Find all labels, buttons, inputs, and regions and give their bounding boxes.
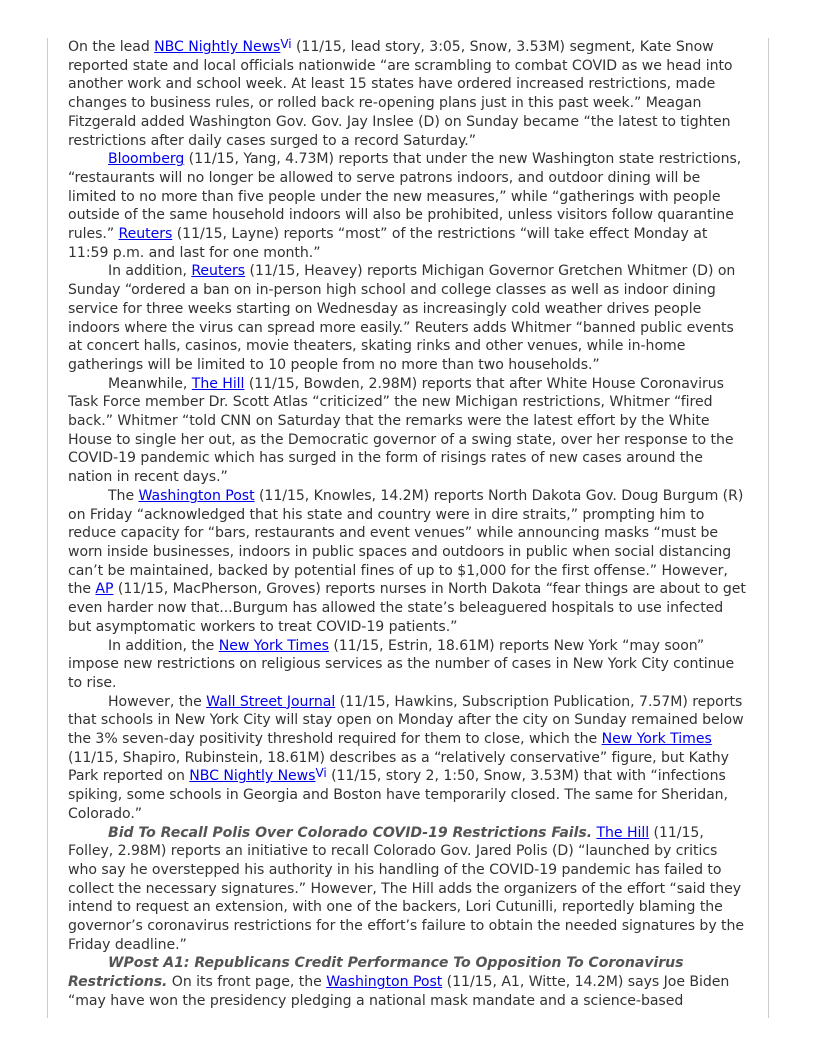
story-headline: WPost A1: Republicans Credit Performance To Opposition To Coronavirus Restrictions. bbox=[68, 955, 684, 991]
body-text: On the lead bbox=[68, 39, 155, 55]
source-link[interactable]: Washington Post bbox=[326, 974, 443, 991]
source-link[interactable]: NBC Nightly News bbox=[189, 768, 316, 785]
paragraph bbox=[68, 693, 748, 824]
body-text: (11/15, Heavey) reports Michigan Governor Gretchen Whitmer (D) on Sunday “ordered a ban on in-person high school and college classes as well as indoor dining service for three weeks starting on Wednesday as increasingly cold weather drives people indoors where the virus can spread more easily.” Reuters adds Whitmer “banned public events at concert halls, casinos, movie theaters, skating rinks and other venues, while in-home gatherings will be limited to 10 people from no more than two households.” bbox=[68, 263, 736, 373]
body-text: However, the bbox=[108, 693, 207, 710]
paragraph bbox=[68, 38, 748, 150]
source-link[interactable]: New York Times bbox=[601, 731, 712, 748]
paragraph bbox=[68, 487, 748, 637]
source-link[interactable]: Bloomberg bbox=[108, 151, 185, 168]
body-text: (11/15, Yang, 4.73M) reports that under the new Washington state restrictions, “restaurants will no longer be allowed to serve patrons indoors, and outdoor dining will be limited to no more than five people under the new measures,” while “gatherings with people outside of the same household indoors will also be prohibited, unless visitors follow quarantine rules.” bbox=[68, 151, 742, 243]
body-text: (11/15, A1, Witte, 14.2M) says Joe Biden “may have won the presidency pledging a national mask mandate and a science-based bbox=[68, 974, 730, 1009]
paragraph bbox=[68, 375, 748, 487]
body-text: In addition, bbox=[108, 263, 192, 280]
paragraph bbox=[68, 824, 748, 955]
paragraph bbox=[68, 637, 748, 693]
body-text: In addition, the bbox=[108, 637, 219, 654]
story-headline: Bid To Recall Polis Over Colorado COVID-19 Restrictions Fails. bbox=[108, 824, 593, 841]
body-text: (11/15, MacPherson, Groves) reports nurses in North Dakota “fear things are about to get even harder now that...Burgum has allowed the state’s beleaguered hospitals to use infected but asymptomatic workers to treat COVID-19 patients.” bbox=[68, 581, 746, 635]
body-text: On its front page, the bbox=[167, 974, 327, 991]
body-text: (11/15, Hawkins, Subscription Publication, 7.57M) reports that schools in New York City will stay open on Monday after the city on Sunday remained below the 3% seven-day positivity threshold required for them to close, which the bbox=[68, 693, 744, 748]
body-text: (11/15, Layne) reports “most” of the restrictions “will take effect Monday at 11:59 p.m. and last for one month.” bbox=[68, 226, 708, 261]
document-body bbox=[68, 38, 748, 1011]
body-text: (11/15, Shapiro, Rubinstein, 18.61M) describes as a “relatively conservative” figure, but Kathy Park reported on bbox=[68, 749, 729, 785]
source-link[interactable]: New York Times bbox=[218, 637, 329, 654]
body-text: (11/15, Folley, 2.98M) reports an initiative to recall Colorado Gov. Jared Polis (D) “launched by critics who say he overstepped his authority in his handling of the COVID-19 pandemic has failed to collect the necessary signatures.” However, The Hill adds the organizers of the effort “said they intend to request an extension, with one of the backers, Lori Cutunilli, reportedly blaming the governor’s coronavirus restrictions for the effort’s failure to obtain the needed signatures by the Friday deadline.” bbox=[68, 824, 745, 953]
source-link[interactable]: The Hill bbox=[596, 824, 650, 841]
paragraph bbox=[68, 954, 748, 1010]
body-text: (11/15, Bowden, 2.98M) reports that after White House Coronavirus Task Force member Dr. Scott Atlas “criticized” the new Michigan restrictions, Whitmer “fired back.” Whitmer “told CNN on Saturday that the remarks were the latest effort by the White House to single her out, as the Democratic governor of a swing state, over her response to the COVID-19 pandemic which has surged in the form of risings rates of new cases around the nation in recent days.” bbox=[68, 375, 734, 486]
right-margin-rule bbox=[768, 38, 769, 1018]
body-text: (11/15, lead story, 3:05, Snow, 3.53M) segment, Kate Snow reported state and local officials nationwide “are scrambling to combat COVID as we head into another work and school week. At least 15 states have ordered increased restrictions, made changes to business rules, or rolled back re-opening plans just in this past week.” Meagan Fitzgerald added Washington Gov. Gov. Jay Inslee (D) on Sunday became “the latest to tighten restrictions after daily cases surged to a record Saturday.” bbox=[68, 39, 733, 149]
body-text: The bbox=[108, 487, 139, 504]
paragraph bbox=[68, 262, 748, 374]
source-link[interactable]: NBC Nightly News bbox=[154, 39, 281, 55]
video-indicator[interactable]: Vi bbox=[280, 37, 292, 51]
source-link[interactable]: AP bbox=[95, 581, 114, 598]
body-text: (11/15, story 2, 1:50, Snow, 3.53M) that with “infections spiking, some schools in Georgia and Boston have temporarily closed. The same for Sheridan, Colorado.” bbox=[68, 768, 728, 822]
source-link[interactable]: Reuters bbox=[191, 263, 246, 280]
source-link[interactable]: Washington Post bbox=[138, 487, 255, 504]
body-text: (11/15, Knowles, 14.2M) reports North Dakota Gov. Doug Burgum (R) on Friday “acknowledged that his state and country were in dire straits,” prompting him to reduce capacity for “bars, restaurants and event venues” while announcing masks “must be worn inside businesses, indoors in public spaces and outdoors in public when social distancing can’t be maintained, backed by potential fines of up to $1,000 for the first offense.” However, the bbox=[68, 487, 744, 598]
source-link[interactable]: The Hill bbox=[191, 375, 245, 392]
video-indicator[interactable]: Vi bbox=[315, 766, 327, 781]
left-margin-rule bbox=[47, 38, 48, 1018]
source-link[interactable]: Reuters bbox=[118, 226, 173, 243]
body-text: Meanwhile, bbox=[108, 375, 192, 392]
paragraph bbox=[68, 150, 748, 262]
source-link[interactable]: Wall Street Journal bbox=[206, 693, 336, 710]
body-text: (11/15, Estrin, 18.61M) reports New York “may soon” impose new restrictions on religious services as the number of cases in New York City continue to rise. bbox=[68, 637, 735, 691]
